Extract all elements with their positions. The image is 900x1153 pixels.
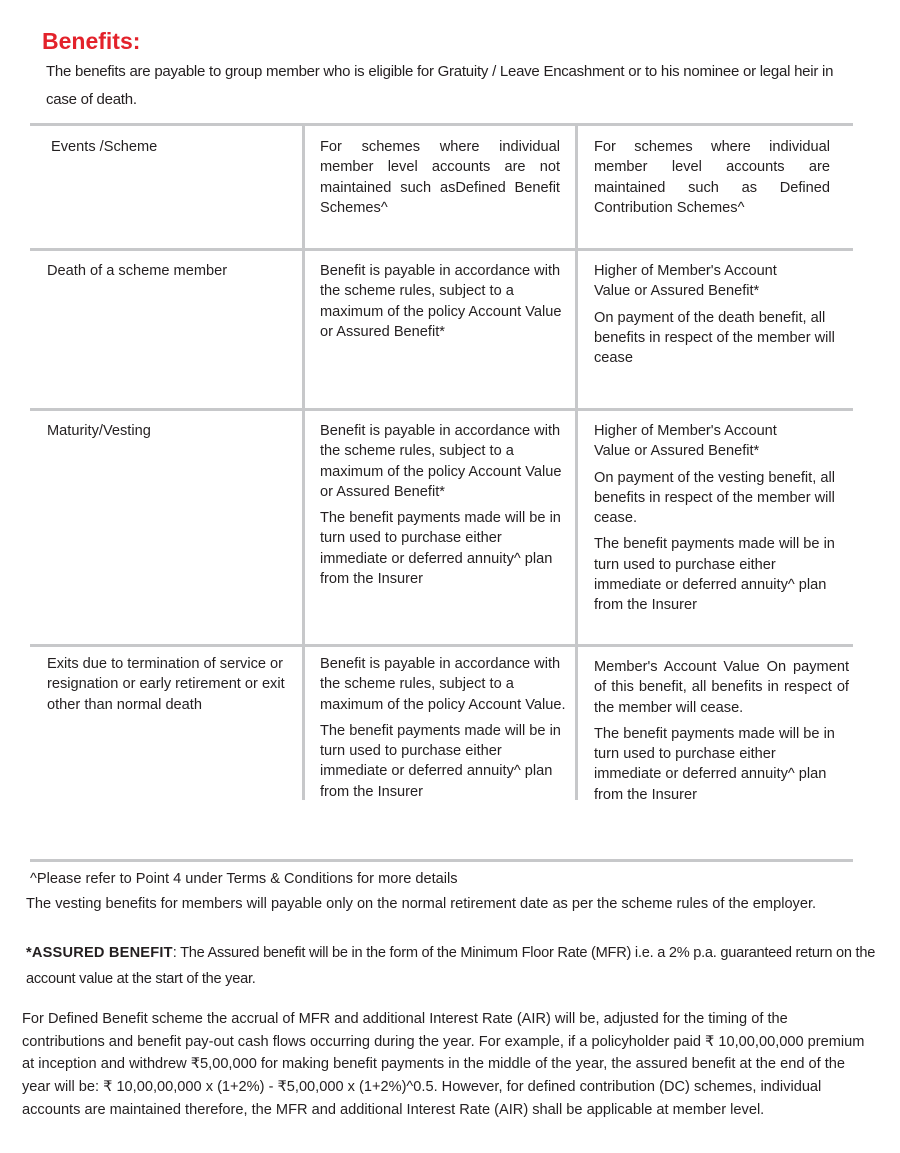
- assured-benefit-label: *ASSURED BENEFIT: [26, 945, 173, 961]
- column-divider: [575, 123, 578, 800]
- event-maturity: Maturity/Vesting: [47, 423, 151, 439]
- table-rule: [30, 248, 853, 251]
- death-dc-cell: Higher of Member's Account Value or Assured Benefit* On payment of the death benefit, all benefits in respect of the member will cease: [594, 263, 835, 367]
- table-rule: [30, 123, 853, 126]
- maturity-dc-cell: Higher of Member's Account Value or Assured Benefit* On payment of the vesting benefit, all benefits in respect of the member will cease. The benefit payments made will be in turn used to purchase either immediate or deferred annuity^ plan from the Insurer: [594, 423, 835, 614]
- death-db-cell: Benefit is payable in accordance with the scheme rules, subject to a maximum of the policy Account Value or Assured Benefit*: [320, 263, 562, 340]
- table-rule: [30, 408, 853, 411]
- header-events: Events /Scheme: [51, 139, 158, 155]
- header-defined-contribution: For schemes where individual member level accounts are maintained such as Defined Contribution Schemes^: [594, 139, 830, 216]
- event-exits: Exits due to termination of service or resignation or early retirement or exit other than normal death: [47, 656, 285, 713]
- maturity-db-cell: Benefit is payable in accordance with the scheme rules, subject to a maximum of the policy Account Value or Assured Benefit* The benefit payments made will be in turn used to purchase either immediate or deferred annuity^ plan from the Insurer: [320, 423, 562, 588]
- exits-db-cell: Benefit is payable in accordance with the scheme rules, subject to a maximum of the policy Account Value. The benefit payments made will be in turn used to purchase either immediate or deferred annuity^ plan from the Insurer: [320, 656, 566, 800]
- section-title: Benefits:: [42, 28, 141, 54]
- mfr-paragraph: For Defined Benefit scheme the accrual of MFR and additional Interest Rate (AIR) will be, adjusted for the timing of the contributions and benefit pay-out cash flows occurring during the year. For example, if a policyholder paid ₹ 10,00,00,000 premium at inception and withdrew ₹5,00,000 for making benefit payments in the middle of the year, the assured benefit at the end of the year will be: ₹ 10,00,00,000 x (1+2%) - ₹5,00,000 x (1+2%)^0.5. However, for defined contribution (DC) schemes, individual accounts are maintained therefore, the MFR and additional Interest Rate (AIR) shall be applicable at member level.: [22, 1011, 865, 1118]
- column-divider: [302, 123, 305, 800]
- event-death: Death of a scheme member: [47, 263, 228, 279]
- table-rule: [30, 644, 853, 647]
- exits-dc-cell: Member's Account Value On payment of this benefit, all benefits in respect of the member will cease. The benefit payments made will be in turn used to purchase either immediate or deferred annuity^ plan from the Insurer: [594, 659, 849, 803]
- table-rule: [30, 859, 853, 862]
- assured-benefit-text: : The Assured benefit will be in the form of the Minimum Floor Rate (MFR) i.e. a 2% p.a. guaranteed return on the account value at the start of the year.: [26, 945, 876, 987]
- footnote: ^Please refer to Point 4 under Terms & Conditions for more details: [30, 871, 458, 887]
- assured-benefit-note: [26, 940, 876, 992]
- intro-text: The benefits are payable to group member who is eligible for Gratuity / Leave Encashment or to his nominee or legal heir in case of death.: [46, 63, 834, 108]
- header-defined-benefit: For schemes where individual member level accounts are not maintained such asDefined Benefit Schemes^: [320, 139, 560, 216]
- vesting-note: The vesting benefits for members will payable only on the normal retirement date as per the scheme rules of the employer.: [26, 896, 817, 912]
